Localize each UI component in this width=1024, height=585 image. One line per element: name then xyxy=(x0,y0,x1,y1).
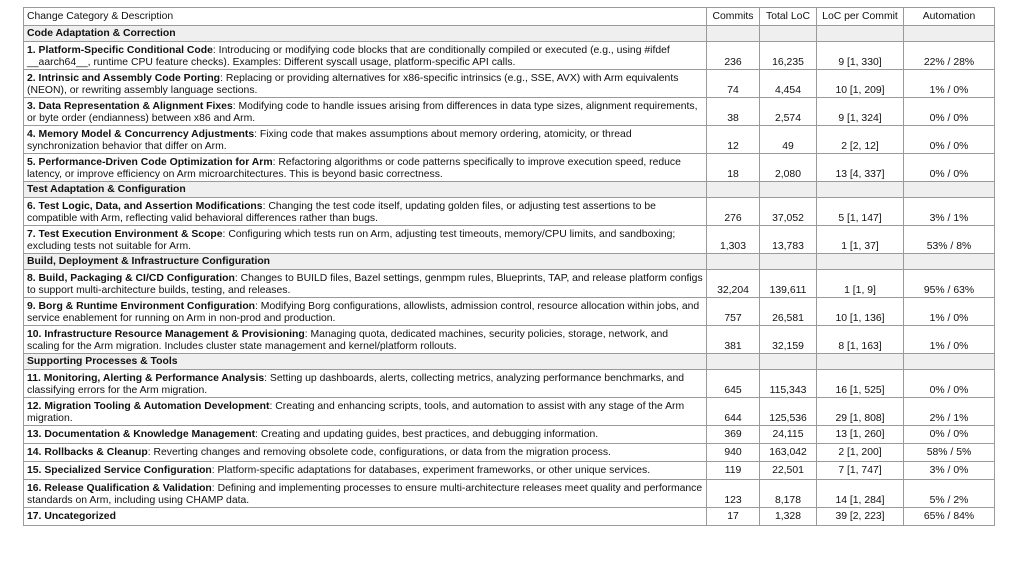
category-name: 14. Rollbacks & Cleanup xyxy=(27,446,148,458)
category-cell xyxy=(24,98,707,126)
table-row xyxy=(24,398,995,426)
category-name: 5. Performance-Driven Code Optimization for Arm xyxy=(27,156,273,168)
total-loc-cell: 2,574 xyxy=(760,98,817,126)
loc-per-commit-cell: 2 [2, 12] xyxy=(817,126,904,154)
loc-per-commit-cell: 7 [1, 747] xyxy=(817,462,904,480)
category-cell xyxy=(24,298,707,326)
loc-per-commit-cell: 2 [1, 200] xyxy=(817,444,904,462)
category-name: 7. Test Execution Environment & Scope xyxy=(27,228,223,240)
commits-cell: 1,303 xyxy=(707,226,760,254)
table-row xyxy=(24,298,995,326)
commits-cell: 74 xyxy=(707,70,760,98)
table-row xyxy=(24,426,995,444)
commits-cell: 940 xyxy=(707,444,760,462)
automation-cell: 65% / 84% xyxy=(904,508,995,526)
section-title: Test Adaptation & Configuration xyxy=(24,182,707,198)
loc-per-commit-cell: 29 [1, 808] xyxy=(817,398,904,426)
total-loc-cell: 8,178 xyxy=(760,480,817,508)
total-loc-cell: 125,536 xyxy=(760,398,817,426)
table-row xyxy=(24,326,995,354)
category-cell xyxy=(24,70,707,98)
total-loc-cell: 115,343 xyxy=(760,370,817,398)
total-loc-cell: 139,611 xyxy=(760,270,817,298)
loc-per-commit-cell: 39 [2, 223] xyxy=(817,508,904,526)
loc-per-commit-cell: 14 [1, 284] xyxy=(817,480,904,508)
loc-per-commit-cell: 5 [1, 147] xyxy=(817,198,904,226)
commits-cell: 236 xyxy=(707,42,760,70)
automation-cell: 1% / 0% xyxy=(904,298,995,326)
total-loc-cell: 1,328 xyxy=(760,508,817,526)
category-name: 10. Infrastructure Resource Management & Provisioning xyxy=(27,328,305,340)
automation-cell: 58% / 5% xyxy=(904,444,995,462)
commits-cell: 18 xyxy=(707,154,760,182)
automation-cell: 53% / 8% xyxy=(904,226,995,254)
automation-cell: 0% / 0% xyxy=(904,126,995,154)
table-row xyxy=(24,126,995,154)
change-category-table xyxy=(23,7,995,526)
automation-cell: 0% / 0% xyxy=(904,426,995,444)
section-header-row xyxy=(24,254,995,270)
loc-per-commit-cell: 13 [4, 337] xyxy=(817,154,904,182)
category-description: : Fixing code that makes assumptions about memory ordering, atomicity, or thread synchronization behavior that differ on Arm. xyxy=(27,128,632,152)
category-cell xyxy=(24,462,707,480)
table-row xyxy=(24,70,995,98)
header-commits: Commits xyxy=(707,8,760,26)
section-title: Build, Deployment & Infrastructure Configuration xyxy=(24,254,707,270)
commits-cell: 119 xyxy=(707,462,760,480)
loc-per-commit-cell: 9 [1, 330] xyxy=(817,42,904,70)
category-name: 17. Uncategorized xyxy=(27,510,116,522)
automation-cell: 1% / 0% xyxy=(904,70,995,98)
header-total-loc: Total LoC xyxy=(760,8,817,26)
category-cell xyxy=(24,126,707,154)
commits-cell: 123 xyxy=(707,480,760,508)
category-name: 6. Test Logic, Data, and Assertion Modifications xyxy=(27,200,263,212)
category-description: : Setting up dashboards, alerts, collecting metrics, analyzing performance benchmarks, and classifying errors for the Arm migration. xyxy=(27,372,685,396)
commits-cell: 17 xyxy=(707,508,760,526)
table-row xyxy=(24,462,995,480)
category-name: 13. Documentation & Knowledge Management xyxy=(27,428,256,440)
commits-cell: 381 xyxy=(707,326,760,354)
category-name: 12. Migration Tooling & Automation Development xyxy=(27,400,270,412)
loc-per-commit-cell: 1 [1, 37] xyxy=(817,226,904,254)
table-row xyxy=(24,154,995,182)
automation-cell: 0% / 0% xyxy=(904,370,995,398)
category-cell xyxy=(24,326,707,354)
category-cell xyxy=(24,426,707,444)
commits-cell: 757 xyxy=(707,298,760,326)
header-automation: Automation xyxy=(904,8,995,26)
automation-cell: 5% / 2% xyxy=(904,480,995,508)
category-description: : Configuring which tests run on Arm, adjusting test timeouts, memory/CPU limits, and sandboxing; excluding tests not suitable for Arm. xyxy=(27,228,676,252)
loc-per-commit-cell: 16 [1, 525] xyxy=(817,370,904,398)
header-loc-per-commit: LoC per Commit xyxy=(817,8,904,26)
table-row xyxy=(24,370,995,398)
table-header-row xyxy=(24,8,995,26)
category-cell xyxy=(24,154,707,182)
table-row xyxy=(24,226,995,254)
total-loc-cell: 37,052 xyxy=(760,198,817,226)
automation-cell: 95% / 63% xyxy=(904,270,995,298)
total-loc-cell: 2,080 xyxy=(760,154,817,182)
commits-cell: 276 xyxy=(707,198,760,226)
automation-cell: 1% / 0% xyxy=(904,326,995,354)
table-row xyxy=(24,508,995,526)
commits-cell: 645 xyxy=(707,370,760,398)
change-category-table-container xyxy=(23,7,994,526)
category-cell xyxy=(24,270,707,298)
category-description: : Creating and enhancing scripts, tools, and automation to assist with any stage of the Arm migration. xyxy=(27,400,685,424)
table-row xyxy=(24,42,995,70)
category-description: : Managing quota, dedicated machines, security policies, storage, network, and scaling for the Arm migration. Includes cluster state management and kernel/platform rollouts. xyxy=(27,328,669,352)
automation-cell: 22% / 28% xyxy=(904,42,995,70)
category-description: : Refactoring algorithms or code patterns specifically to improve execution speed, reduce latency, or improve efficiency on Arm microarchitectures. This is beyond basic correctness. xyxy=(27,156,681,180)
category-name: 9. Borg & Runtime Environment Configuration xyxy=(27,300,256,312)
category-cell xyxy=(24,444,707,462)
total-loc-cell: 32,159 xyxy=(760,326,817,354)
section-header-row xyxy=(24,182,995,198)
commits-cell: 644 xyxy=(707,398,760,426)
table-row xyxy=(24,444,995,462)
category-cell xyxy=(24,370,707,398)
automation-cell: 3% / 1% xyxy=(904,198,995,226)
category-cell xyxy=(24,226,707,254)
table-row xyxy=(24,270,995,298)
total-loc-cell: 163,042 xyxy=(760,444,817,462)
commits-cell: 369 xyxy=(707,426,760,444)
loc-per-commit-cell: 10 [1, 136] xyxy=(817,298,904,326)
automation-cell: 0% / 0% xyxy=(904,98,995,126)
category-description: : Modifying Borg configurations, allowlists, admission control, resource allocation within jobs, and service enablement for running on Arm in non-prod and production. xyxy=(27,300,700,324)
loc-per-commit-cell: 1 [1, 9] xyxy=(817,270,904,298)
category-cell xyxy=(24,42,707,70)
section-header-row xyxy=(24,354,995,370)
category-description: : Changes to BUILD files, Bazel settings, genmpm rules, Blueprints, TAP, and release platform configs to support multi-architecture builds, testing, and releases. xyxy=(27,272,703,296)
loc-per-commit-cell: 13 [1, 260] xyxy=(817,426,904,444)
loc-per-commit-cell: 10 [1, 209] xyxy=(817,70,904,98)
loc-per-commit-cell: 9 [1, 324] xyxy=(817,98,904,126)
category-description: : Reverting changes and removing obsolete code, configurations, or data from the migration process. xyxy=(147,446,611,458)
category-description: : Creating and updating guides, best practices, and debugging information. xyxy=(255,428,599,440)
category-description: : Changing the test code itself, updating golden files, or adjusting test assertions to be compatible with Arm, reflecting valid behavioral differences rather than bugs. xyxy=(27,200,656,224)
section-title: Code Adaptation & Correction xyxy=(24,26,707,42)
table-row xyxy=(24,98,995,126)
category-name: 2. Intrinsic and Assembly Code Porting xyxy=(27,72,221,84)
category-name: 15. Specialized Service Configuration xyxy=(27,464,212,476)
table-row xyxy=(24,480,995,508)
total-loc-cell: 4,454 xyxy=(760,70,817,98)
table-row xyxy=(24,198,995,226)
category-name: 11. Monitoring, Alerting & Performance Analysis xyxy=(27,372,265,384)
category-cell xyxy=(24,198,707,226)
category-cell xyxy=(24,508,707,526)
total-loc-cell: 22,501 xyxy=(760,462,817,480)
category-name: 4. Memory Model & Concurrency Adjustments xyxy=(27,128,255,140)
commits-cell: 38 xyxy=(707,98,760,126)
category-name: 16. Release Qualification & Validation xyxy=(27,482,212,494)
category-name: 1. Platform-Specific Conditional Code xyxy=(27,44,213,56)
automation-cell: 2% / 1% xyxy=(904,398,995,426)
category-description: : Modifying code to handle issues arising from differences in data type sizes, alignment requirements, or byte order (endianness) between x86 and Arm. xyxy=(27,100,698,124)
category-description: : Defining and implementing processes to ensure multi-architecture releases meet quality and performance standards on Arm, including using CHAMP data. xyxy=(27,482,703,506)
category-description: : Platform-specific adaptations for databases, experiment frameworks, or other unique services. xyxy=(211,464,651,476)
category-name: 3. Data Representation & Alignment Fixes xyxy=(27,100,233,112)
total-loc-cell: 16,235 xyxy=(760,42,817,70)
category-cell xyxy=(24,398,707,426)
loc-per-commit-cell: 8 [1, 163] xyxy=(817,326,904,354)
total-loc-cell: 24,115 xyxy=(760,426,817,444)
category-description: : Replacing or providing alternatives for x86-specific intrinsics (e.g., SSE, AVX) with Arm equivalents (NEON), or rewriting assembly language sections. xyxy=(27,72,679,96)
category-name: 8. Build, Packaging & CI/CD Configuration xyxy=(27,272,235,284)
automation-cell: 0% / 0% xyxy=(904,154,995,182)
total-loc-cell: 13,783 xyxy=(760,226,817,254)
header-category: Change Category & Description xyxy=(24,8,707,26)
category-description: : Introducing or modifying code blocks that are conditionally compiled or executed (e.g., using #ifdef __aarch64__, runtime CPU feature checks). Examples: Different syscall usage, platform-specific API calls. xyxy=(27,44,670,68)
total-loc-cell: 26,581 xyxy=(760,298,817,326)
commits-cell: 12 xyxy=(707,126,760,154)
category-cell xyxy=(24,480,707,508)
commits-cell: 32,204 xyxy=(707,270,760,298)
total-loc-cell: 49 xyxy=(760,126,817,154)
section-header-row xyxy=(24,26,995,42)
table-body xyxy=(24,26,995,526)
section-title: Supporting Processes & Tools xyxy=(24,354,707,370)
automation-cell: 3% / 0% xyxy=(904,462,995,480)
